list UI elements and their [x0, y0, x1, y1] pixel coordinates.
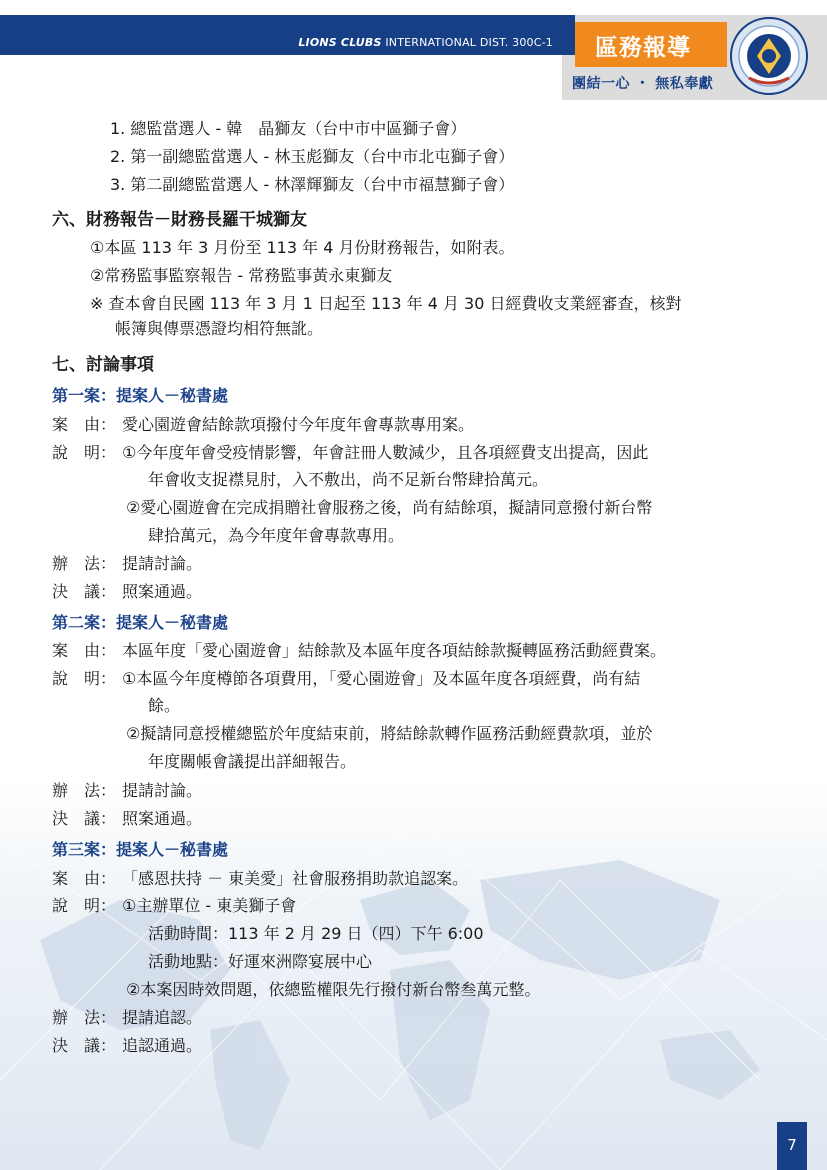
case-3-event-place: 活動地點：好運來洲際宴展中心 [148, 952, 373, 971]
case-2-reason-text: 本區年度「愛心園遊會」結餘款及本區年度各項結餘款擬轉區務活動經費案。 [122, 641, 667, 660]
finance-item-2: ②常務監事監察報告 - 常務監事黃永東獅友 [90, 266, 393, 285]
case-1-reason-text: 愛心園遊會結餘款項撥付今年度年會專款專用案。 [122, 415, 475, 434]
finance-item-1: ①本區 113 年 3 月份至 113 年 4 月份財務報告，如附表。 [90, 238, 515, 257]
case-2-method-text: 提請討論。 [122, 781, 203, 800]
case-1-explain-2-cont: 肆拾萬元，為今年度年會專款專用。 [148, 526, 405, 545]
case-1-resolution-text: 照案通過。 [122, 582, 203, 601]
resolution-label: 決 議： [52, 582, 117, 601]
case-3-explain-2: ②本案因時效問題，依總監權限先行撥付新台幣叁萬元整。 [126, 980, 541, 999]
method-label: 辦 法： [52, 554, 117, 573]
finance-heading: 六、財務報告－財務長羅干城獅友 [52, 210, 307, 230]
case-1-method [52, 553, 202, 575]
case-2-resolution-text: 照案通過。 [122, 809, 203, 828]
case-2-reason [52, 640, 666, 662]
section-title: 區務報導 [595, 35, 691, 61]
case-3-resolution-text: 追認通過。 [122, 1036, 203, 1055]
method-label: 辦 法： [52, 1008, 117, 1027]
resolution-label: 決 議： [52, 809, 117, 828]
case-2-resolution [52, 808, 202, 830]
case-3-title: 第三案：提案人－秘書處 [52, 840, 229, 859]
case-2-explain-2-cont: 年度關帳會議提出詳細報告。 [148, 752, 357, 771]
reason-label: 案 由： [52, 869, 117, 888]
explain-label: 說 明： [52, 669, 117, 688]
case-1-title: 第一案：提案人－秘書處 [52, 386, 229, 405]
brand-name: LIONS CLUBS [298, 36, 382, 49]
case-1-method-text: 提請討論。 [122, 554, 203, 573]
case-3-method-text: 提請追認。 [122, 1008, 203, 1027]
case-2-explain-1-text: ①本區今年度樽節各項費用，「愛心園遊會」及本區年度各項經費，尚有結 [122, 669, 641, 688]
case-1-reason [52, 414, 474, 436]
brand-district: INTERNATIONAL DIST. 300C-1 [381, 36, 553, 49]
reason-label: 案 由： [52, 415, 117, 434]
finance-note-line-2: 帳簿與傳票憑證均相符無訛。 [115, 319, 324, 338]
election-item-2: 2. 第一副總監當選人 - 林玉彪獅友（台中市北屯獅子會） [110, 147, 515, 166]
case-1-explain-1-text: ①今年度年會受疫情影響，年會註冊人數減少，且各項經費支出提高，因此 [122, 443, 649, 462]
case-2-method [52, 780, 202, 802]
case-2-explain-1-cont: 餘。 [148, 696, 181, 715]
explain-label: 說 明： [52, 443, 117, 462]
discussion-heading: 七、討論事項 [52, 355, 154, 375]
case-3-explain-1-text: ①主辦單位 - 東美獅子會 [122, 896, 297, 915]
case-3-event-time: 活動時間：113 年 2 月 29 日（四）下午 6:00 [148, 924, 484, 943]
election-item-1: 1. 總監當選人 - 韓 晶獅友（台中市中區獅子會） [110, 119, 467, 138]
method-label: 辦 法： [52, 781, 117, 800]
slogan: 團結一心 ・ 無私奉獻 [572, 76, 714, 92]
page-number-box [777, 1122, 807, 1170]
case-3-reason-text: 「感恩扶持 － 東美愛」社會服務捐助款追認案。 [122, 869, 469, 888]
election-item-3: 3. 第二副總監當選人 - 林澤輝獅友（台中市福慧獅子會） [110, 175, 515, 194]
case-3-method [52, 1007, 202, 1029]
case-3-reason [52, 868, 468, 890]
explain-label: 說 明： [52, 896, 117, 915]
case-3-resolution [52, 1035, 202, 1057]
finance-note-line-1: ※ 查本會自民國 113 年 3 月 1 日起至 113 年 4 月 30 日經費收支業經審查，核對 [90, 294, 682, 313]
case-3-explain-1 [52, 895, 296, 917]
case-1-resolution [52, 581, 202, 603]
case-2-explain-1 [52, 668, 640, 690]
page-number: 7 [787, 1136, 797, 1154]
resolution-label: 決 議： [52, 1036, 117, 1055]
case-2-title: 第二案：提案人－秘書處 [52, 613, 229, 632]
case-1-explain-2: ②愛心園遊會在完成捐贈社會服務之後，尚有結餘項，擬請同意撥付新台幣 [126, 498, 653, 517]
reason-label: 案 由： [52, 641, 117, 660]
case-1-explain-1 [52, 442, 648, 464]
case-1-explain-1-cont: 年會收支捉襟見肘，入不敷出，尚不足新台幣肆拾萬元。 [148, 470, 549, 489]
case-2-explain-2: ②擬請同意授權總監於年度結束前，將結餘款轉作區務活動經費款項，並於 [126, 724, 653, 743]
